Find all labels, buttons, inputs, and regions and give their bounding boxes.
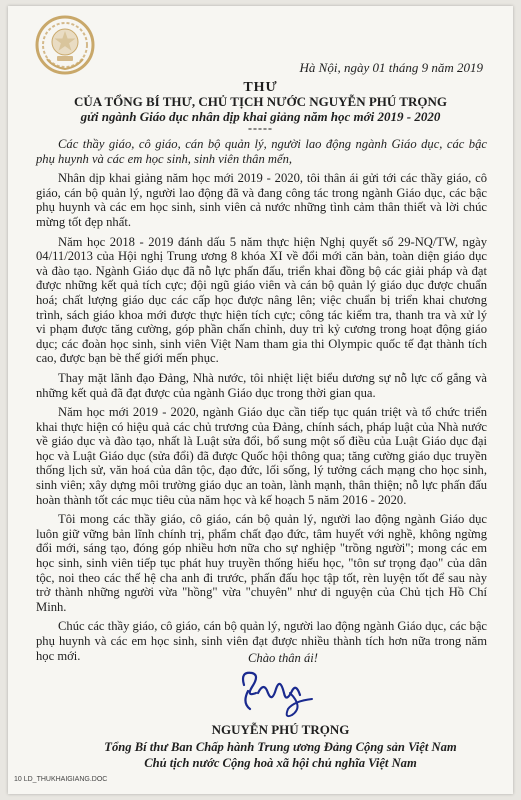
body-paragraph: Năm học mới 2019 - 2020, ngành Giáo dục cần tiếp tục quán triệt và tổ chức triển khai thực hiện có hiệu quả các chủ trương của Đảng, chính sách, pháp luật của Nhà nước về giáo dục và đào tạo, nhất là Luật sửa đổi, bổ sung một số điều của Luật Giáo dục đại học và Luật Giáo dục (sửa đổi) đã được Quốc hội thông qua; tăng cường giáo dục truyền thống lịch sử, văn hoá của dân tộc, đạo đức, lối sống, lý tưởng cách mạng cho học sinh, sinh viên; xây dựng môi trường giáo dục an toàn, lành mạnh, thân thiện; nỗ lực phấn đấu hoàn thành tốt các mục tiêu của năm học và kế hoạch 5 năm 2016 - 2020. bbox=[36, 405, 487, 507]
letter-body bbox=[36, 137, 487, 668]
letter-title: THƯ bbox=[243, 80, 278, 95]
body-paragraph: Chúc các thầy giáo, cô giáo, cán bộ quản lý, người lao động ngành Giáo dục, các bậc phụ huynh và các em học sinh, sinh viên đạt được nhiều thành tích hơn nữa trong năm học mới. bbox=[36, 619, 487, 663]
letter-sender: CỦA TỔNG BÍ THƯ, CHỦ TỊCH NƯỚC NGUYỄN PHÚ TRỌNG bbox=[74, 94, 447, 109]
document-code: 10 LD_THUKHAIGIANG.DOC bbox=[14, 776, 108, 783]
greeting-paragraph: Các thầy giáo, cô giáo, cán bộ quản lý, người lao động ngành Giáo dục, các bậc phụ huynh và các em học sinh, sinh viên thân mến, bbox=[36, 137, 487, 166]
letter-page bbox=[8, 6, 513, 794]
body-paragraph: Năm học 2018 - 2019 đánh dấu 5 năm thực hiện Nghị quyết số 29-NQ/TW, ngày 04/11/2013 của Hội nghị Trung ương 8 khóa XI về đổi mới căn bản, toàn diện giáo dục và đào tạo. Ngành Giáo dục đã nỗ lực phấn đấu, triển khai đồng bộ các giải pháp và đạt được những kết quả tích cực; đội ngũ giáo viên và cán bộ quản lý giáo dục được chuẩn hoá; chất lượng giáo dục các cấp học được nâng lên; việc chuẩn bị triển khai chương trình, sách giáo khoa mới được thực hiện tích cực; công tác kiểm tra, thanh tra và xử lý vi phạm được tăng cường, góp phần chấn chỉnh, duy trì kỷ cương trong hoạt động giáo dục; các đoàn học sinh, sinh viên Việt Nam tham gia thi Olympic quốc tế đạt thành tích cao, được bạn bè thế giới mến phục. bbox=[36, 234, 487, 366]
body-paragraph: Thay mặt lãnh đạo Đảng, Nhà nước, tôi nhiệt liệt biểu dương sự nỗ lực cố gắng và những kết quả đã đạt được của ngành Giáo dục trong thời gian qua. bbox=[36, 370, 487, 400]
vietnam-national-emblem-icon bbox=[35, 15, 95, 75]
letter-recipient: gửi ngành Giáo dục nhân dịp khai giảng năm học mới 2019 - 2020 bbox=[80, 109, 441, 124]
separator: ----- bbox=[248, 121, 273, 135]
letter-date: Hà Nội, ngày 01 tháng 9 năm 2019 bbox=[299, 60, 483, 75]
handwritten-signature bbox=[230, 663, 326, 719]
body-paragraph: Nhân dịp khai giảng năm học mới 2019 - 2020, tôi thân ái gửi tới các thầy giáo, cô giáo, cán bộ quản lý, người lao động đã và đang công tác trong ngành Giáo dục, các bậc phụ huynh và các em học sinh, sinh viên cả nước những tình cảm thân thiết và lời chúc mừng tốt đẹp nhất. bbox=[36, 171, 487, 229]
signer-title-party: Tổng Bí thư Ban Chấp hành Trung ương Đảng Cộng sản Việt Nam bbox=[104, 740, 457, 754]
closing-greeting: Chào thân ái! bbox=[248, 651, 318, 665]
signer-name: NGUYỄN PHÚ TRỌNG bbox=[211, 722, 350, 737]
body-paragraph: Tôi mong các thầy giáo, cô giáo, cán bộ quản lý, người lao động ngành Giáo dục luôn giữ vững bản lĩnh chính trị, phẩm chất đạo đức, tâm huyết với nghề, không ngừng đổi mới, sáng tạo, đóng góp nhiều hơn nữa cho sự nghiệp "trồng người"; mong các em học sinh, sinh viên tiếp tục phát huy truyền thống hiếu học, "tôn sư trọng đạo" của dân tộc, noi theo các thế hệ cha anh đi trước, phấn đấu học tập tốt, rèn luyện tốt để sau này trở thành những người vừa "hồng" vừa "chuyên" như di nguyện của Chủ tịch Hồ Chí Minh. bbox=[36, 512, 487, 614]
signer-title-state: Chủ tịch nước Cộng hoà xã hội chủ nghĩa Việt Nam bbox=[144, 756, 417, 770]
